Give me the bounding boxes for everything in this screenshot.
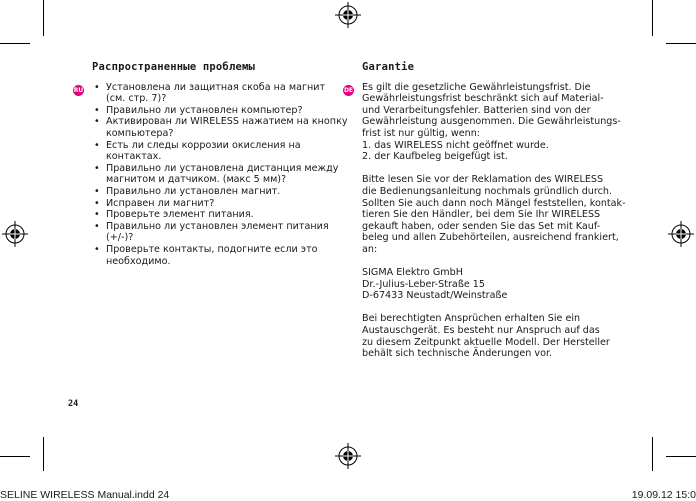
crop-mark-top-right (652, 0, 653, 36)
crop-mark-bottom-right (652, 437, 653, 471)
registration-mark-right-icon (668, 221, 694, 247)
slug-file-name: SELINE WIRELESS Manual.indd 24 (0, 489, 170, 501)
text-line: behält sich technische Änderungen vor. (362, 348, 553, 360)
de-heading: Garantie (362, 61, 415, 73)
text-line: D-67433 Neustadt/Weinstraße (362, 290, 508, 302)
paragraph-gap (362, 302, 632, 314)
ru-language-badge: RU (73, 87, 84, 94)
page-number: 24 (68, 399, 79, 409)
text-line: tieren Sie den Händler, bei dem Sie Ihr WIRELESS (362, 209, 601, 221)
crop-mark-left-top (0, 43, 30, 44)
slug-date: 19.09.12 15:0 (631, 489, 696, 501)
text-line: Dr.-Julius-Leber-Straße 15 (362, 278, 486, 290)
text-line: frist ist nur gültig, wenn: (362, 127, 481, 139)
list-item: • Правильно ли установлен элемент питания (+/-)? (92, 221, 352, 244)
text-line: Bei berechtigten Ansprüchen erhalten Sie ein (362, 313, 581, 325)
list-item: • Активирован ли WIRELESS нажатием на кнопку компьютера? (92, 116, 352, 139)
text-line: Gewährleistungsfrist beschränkt sich auf Material- (362, 93, 604, 105)
text-line: 1. das WIRELESS nicht geöffnet wurde. (362, 139, 549, 151)
crop-mark-right-top (666, 43, 696, 44)
text-line: Bitte lesen Sie vor der Reklamation des WIRELESS (362, 174, 604, 186)
list-item: • Правильно ли установлен компьютер? (92, 105, 352, 117)
list-item: • Установлена ли защитная скоба на магнит (см. стр. 7)? (92, 82, 352, 105)
ru-heading: Распространенные проблемы (92, 61, 256, 73)
text-line: 2. der Kaufbeleg beigefügt ist. (362, 151, 508, 163)
de-body (362, 82, 632, 360)
paragraph-gap (362, 256, 632, 268)
registration-mark-top-icon (335, 2, 361, 28)
text-line: gekauft haben, oder senden Sie das Set mit Kauf- (362, 220, 601, 232)
text-line: die Bedienungsanleitung nochmals gründlich durch. (362, 185, 613, 197)
text-line: und Verarbeitungsfehler. Batterien sind von der (362, 104, 591, 116)
list-item: • Проверьте элемент питания. (92, 209, 352, 221)
paragraph-gap (362, 163, 632, 175)
crop-mark-top-left (43, 0, 44, 36)
list-item: • Исправен ли магнит? (92, 198, 352, 210)
text-line: SIGMA Elektro GmbH (362, 267, 463, 279)
text-line: Es gilt die gesetzliche Gewährleistungsfrist. Die (362, 81, 591, 93)
list-item: • Проверьте контакты, подогните если это необходимо. (92, 244, 352, 267)
crop-mark-left-bottom (0, 456, 30, 457)
de-language-badge: DE (343, 87, 354, 94)
text-line: Gewährleistung ausgenommen. Die Gewährleistungs- (362, 116, 621, 128)
registration-mark-bottom-icon (335, 443, 361, 469)
de-column (362, 62, 632, 360)
list-item: • Есть ли следы коррозии окисления на контактах. (92, 140, 352, 163)
text-line: Sollten Sie auch dann noch Mängel feststellen, kontak- (362, 197, 626, 209)
text-line: beleg und allen Zubehörteilen, ausreichend frankiert, (362, 232, 619, 244)
text-line: zu diesem Zeitpunkt aktuelle Modell. Der Hersteller (362, 336, 610, 348)
text-line: an: (362, 243, 378, 255)
crop-mark-right-bottom (666, 456, 696, 457)
crop-mark-bottom-left (43, 437, 44, 471)
list-item: • Правильно ли установлена дистанция между магнитом и датчиком. (макс 5 мм)? (92, 163, 352, 186)
ru-column (92, 62, 352, 267)
text-line: Austauschgerät. Es besteht nur Anspruch auf das (362, 325, 600, 337)
ru-checklist (92, 82, 352, 268)
registration-mark-left-icon (2, 221, 28, 247)
list-item: • Правильно ли установлен магнит. (92, 186, 352, 198)
